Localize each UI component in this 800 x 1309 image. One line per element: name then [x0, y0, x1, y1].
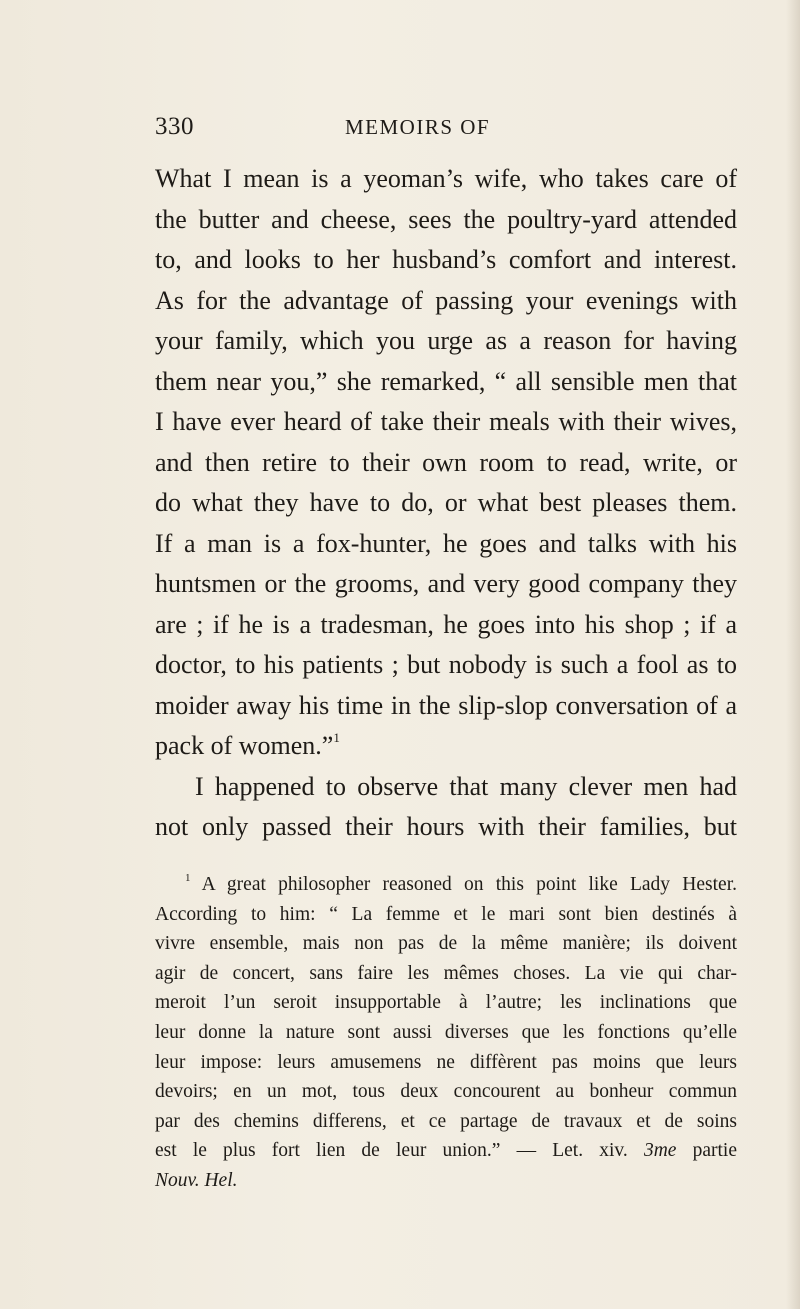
body-line: are ; if he is a tradesman, he goes into his shop ; if a — [155, 609, 737, 639]
page-number: 330 — [155, 113, 194, 140]
footnote-line-text: est le plus fort lien de leur union.” — Let. xiv. — [155, 1140, 644, 1162]
footnote-source-title: Nouv. Hel. — [155, 1169, 238, 1191]
body-line: the butter and cheese, sees the poultry-yard attended — [155, 204, 737, 234]
body-line: your family, which you urge as a reason for having — [155, 326, 737, 355]
body-line: to, and looks to her husband’s comfort and interest. — [155, 245, 737, 274]
footnote-ordinal-after: partie — [676, 1140, 738, 1162]
footnote-line-text: A great philosopher reasoned on this point like Lady Hester. — [201, 874, 737, 895]
body-line: not only passed their hours with their families, but — [155, 812, 737, 841]
footnote-marker: 1 — [185, 872, 191, 884]
body-line: If a man is a fox-hunter, he goes and talks with his — [155, 528, 737, 558]
footnote-line: meroit l’un seroit insupportable à l’autre; les inclinations que — [155, 992, 737, 1014]
body-line — [155, 726, 737, 767]
footnote-line — [155, 1136, 737, 1166]
footnote-line: agir de concert, sans faire les mêmes choses. La vie qui char- — [155, 962, 737, 984]
page-edge-shadow — [786, 0, 800, 1309]
body-line: As for the advantage of passing your evenings with — [155, 285, 737, 315]
footnote-line — [155, 870, 737, 900]
body-line: What I mean is a yeoman’s wife, who takes care of — [155, 164, 737, 193]
footnote-line: leur impose: leurs amusemens ne diffèrent pas moins que leurs — [155, 1051, 737, 1073]
body-line: doctor, to his patients ; but nobody is such a fool as to — [155, 650, 737, 679]
body-line: huntsmen or the grooms, and very good company they — [155, 569, 737, 598]
body-line-paragraph-start: I happened to observe that many clever men had — [195, 771, 737, 801]
footnote-ordinal: 3me — [643, 1140, 677, 1162]
body-line: and then retire to their own room to read, write, or — [155, 447, 737, 477]
running-head: MEMOIRS OF — [345, 115, 491, 139]
body-line-text: pack of women.” — [155, 731, 334, 760]
footnote-line: According to him: “ La femme et le mari sont bien destinés à — [155, 903, 737, 925]
footnote-line: leur donne la nature sont aussi diverses que les fonctions qu’elle — [155, 1021, 737, 1043]
footnote-line: devoirs; en un mot, tous deux concourent au bonheur commun — [155, 1081, 737, 1103]
footnote — [155, 870, 737, 1196]
body-line: them near you,” she remarked, “ all sensible men that — [155, 366, 737, 396]
footnote-line: vivre ensemble, mais non pas de la même manière; ils doivent — [155, 933, 737, 955]
main-text — [155, 159, 737, 848]
body-line: I have ever heard of take their meals with their wives, — [155, 407, 737, 436]
body-line: moider away his time in the slip-slop conversation of a — [155, 690, 737, 720]
page-header — [155, 113, 735, 143]
body-line: do what they have to do, or what best pleases them. — [155, 488, 737, 517]
footnote-line: par des chemins differens, et ce partage de travaux et de soins — [155, 1110, 737, 1132]
footnote-reference: 1 — [333, 730, 340, 745]
